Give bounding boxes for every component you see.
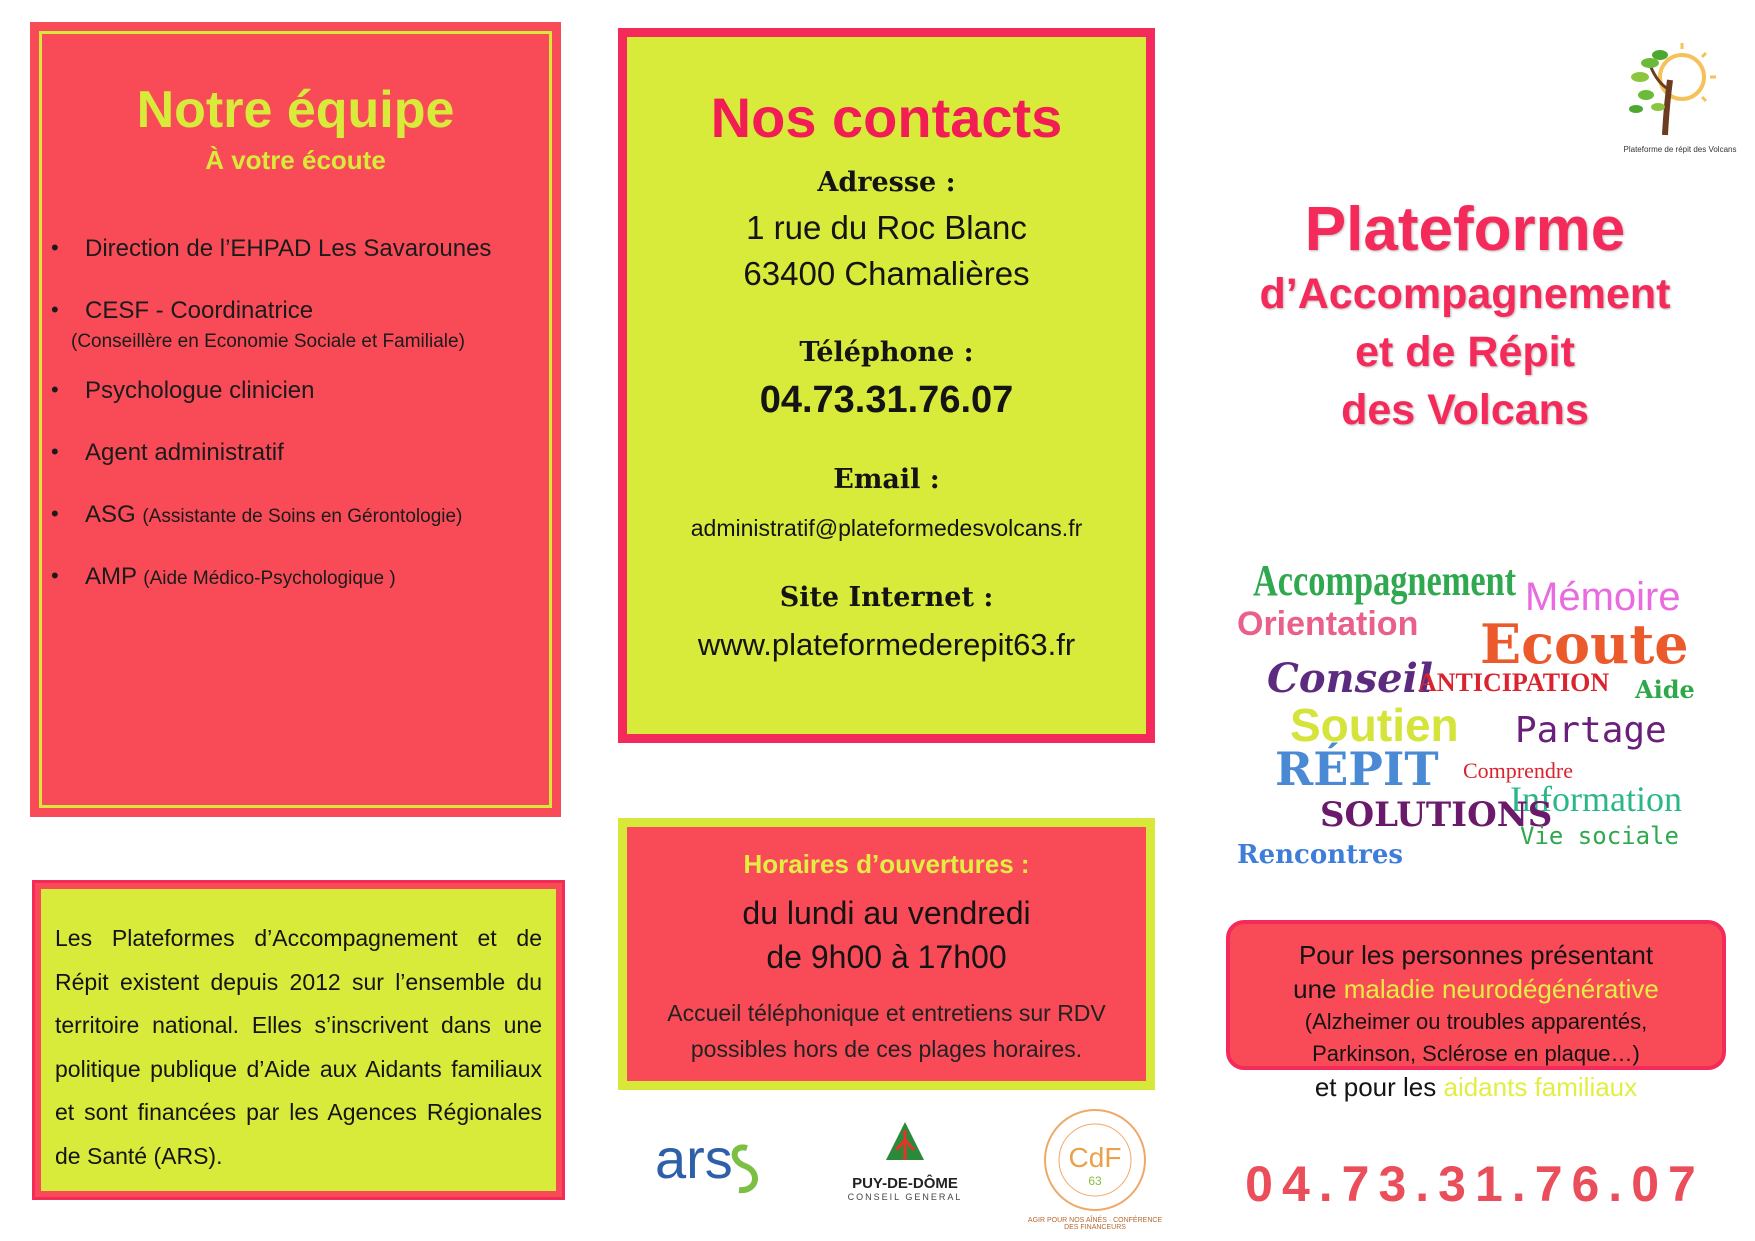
- phone-label: Téléphone :: [799, 337, 974, 368]
- word-soutien: Soutien: [1290, 699, 1459, 751]
- big-phone-number[interactable]: 04.73.31.76.07: [1245, 1156, 1705, 1212]
- team-list: [47, 235, 547, 625]
- cdf-badge-icon: [1040, 1105, 1150, 1215]
- word-repit: RÉPIT: [1275, 742, 1439, 796]
- word-cloud: [1225, 550, 1735, 870]
- website-link[interactable]: www.plateformederepit63.fr: [697, 627, 1076, 662]
- puy-de-dome-text: PUY-DE-DÔME: [852, 1175, 958, 1192]
- list-item: [47, 377, 547, 405]
- headline-line1: Plateforme: [1304, 195, 1626, 264]
- word-rencontres: Rencontres: [1237, 840, 1404, 870]
- member-name: Psychologue clinicien: [85, 377, 315, 404]
- word-solutions: SOLUTIONS: [1320, 795, 1553, 835]
- headline-line2: d’Accompagnement: [1259, 270, 1671, 318]
- team-panel: [30, 22, 561, 817]
- ars-logo: [655, 1130, 770, 1200]
- list-item: [47, 501, 547, 529]
- member-name: ASG: [85, 501, 136, 528]
- hours-title: Horaires d’ouvertures :: [743, 849, 1030, 879]
- list-item: [47, 235, 547, 263]
- word-conseil: Conseil: [1267, 655, 1433, 702]
- word-accompagnement: Accompagnement: [1253, 556, 1517, 605]
- target-line5-prefix: et pour les: [1314, 1072, 1444, 1102]
- ars-logo-icon: [655, 1130, 770, 1200]
- word-orientation: Orientation: [1237, 605, 1419, 643]
- cdf-logo: [1027, 1105, 1163, 1231]
- platform-logo: [1610, 35, 1740, 155]
- info-text: Les Plateformes d’Accompagnement et de Répit existent depuis 2012 sur l’ensemble du territoire national. Elles s’inscrivent dans une politique publique d’Aide aux Aidants familiaux et sont financées par les Agences Régionales de Santé (ARS).: [55, 925, 542, 1169]
- word-vie-sociale: Vie sociale: [1520, 822, 1679, 850]
- target-line4: Parkinson, Sclérose en plaque…): [1312, 1041, 1640, 1066]
- team-subtitle: À votre écoute: [205, 145, 386, 175]
- target-line3: (Alzheimer ou troubles apparentés,: [1304, 1009, 1648, 1034]
- word-anticipation: ANTICIPATION: [1418, 668, 1610, 697]
- phone-number[interactable]: 04.73.31.76.07: [759, 379, 1014, 421]
- headline: [1185, 195, 1745, 439]
- ars-logo-text: ars: [655, 1130, 733, 1190]
- target-line2-prefix: une: [1293, 974, 1344, 1004]
- member-name: Agent administratif: [85, 439, 284, 466]
- hours-times: de 9h00 à 17h00: [766, 939, 1007, 975]
- info-panel: [32, 880, 565, 1200]
- target-disease-highlight: maladie neurodégénérative: [1343, 974, 1659, 1004]
- member-name: CESF - Coordinatrice: [85, 297, 314, 324]
- site-label: Site Internet :: [779, 582, 994, 613]
- list-item: [47, 297, 547, 353]
- target-line1: Pour les personnes présentant: [1298, 940, 1654, 970]
- word-information: Information: [1510, 779, 1682, 819]
- hours-note: Accueil téléphonique et entretiens sur RDV possibles hors de ces plages horaires.: [667, 1000, 1106, 1062]
- word-comprendre: Comprendre: [1463, 758, 1573, 783]
- target-audience-box: [1226, 920, 1726, 1102]
- address-line1: 1 rue du Roc Blanc: [746, 209, 1027, 246]
- member-detail: (Assistante de Soins en Gérontologie): [142, 506, 463, 527]
- puy-de-dome-subtext: CONSEIL GENERAL: [847, 1192, 963, 1202]
- puy-de-dome-logo: [845, 1120, 965, 1210]
- logo-caption: Plateforme de répit des Volcans: [1623, 145, 1737, 154]
- word-memoire: Mémoire: [1525, 575, 1681, 619]
- email-label: Email :: [833, 464, 940, 495]
- cdf-text: CdF: [1068, 1142, 1122, 1173]
- cdf-ring-text: AGIR POUR NOS AÎNÉS · CONFÉRENCE DES FINANCEURS: [1027, 1217, 1163, 1231]
- word-ecoute: Ecoute: [1480, 612, 1689, 676]
- contacts-title: Nos contacts: [710, 86, 1063, 149]
- word-aide: Aide: [1635, 675, 1695, 704]
- member-name: AMP: [85, 563, 137, 590]
- target-line5: [1230, 1070, 1722, 1104]
- cdf-number: 63: [1088, 1174, 1102, 1188]
- word-partage: Partage: [1515, 710, 1667, 751]
- tree-logo-icon: [1610, 35, 1740, 145]
- headline-line4: des Volcans: [1341, 386, 1589, 434]
- hours-days: du lundi au vendredi: [742, 895, 1031, 931]
- headline-line3: et de Répit: [1355, 328, 1575, 376]
- list-item: [47, 563, 547, 591]
- member-detail: (Aide Médico-Psychologique ): [143, 568, 396, 589]
- address-line2: 63400 Chamalières: [743, 255, 1030, 292]
- team-title: Notre équipe: [136, 81, 455, 139]
- member-name: Direction de l’EHPAD Les Savarounes: [85, 235, 492, 262]
- target-line2: [1230, 972, 1722, 1006]
- email-address[interactable]: administratif@plateformedesvolcans.fr: [690, 515, 1083, 541]
- list-item: [47, 439, 547, 467]
- target-caregivers-highlight: aidants familiaux: [1443, 1072, 1638, 1102]
- contacts-panel: [618, 28, 1155, 743]
- hours-panel: [618, 818, 1155, 1090]
- member-detail: (Conseillère en Economie Sociale et Familiale): [71, 331, 465, 352]
- volcano-leaf-icon: [880, 1120, 930, 1170]
- address-label: Adresse :: [817, 167, 956, 198]
